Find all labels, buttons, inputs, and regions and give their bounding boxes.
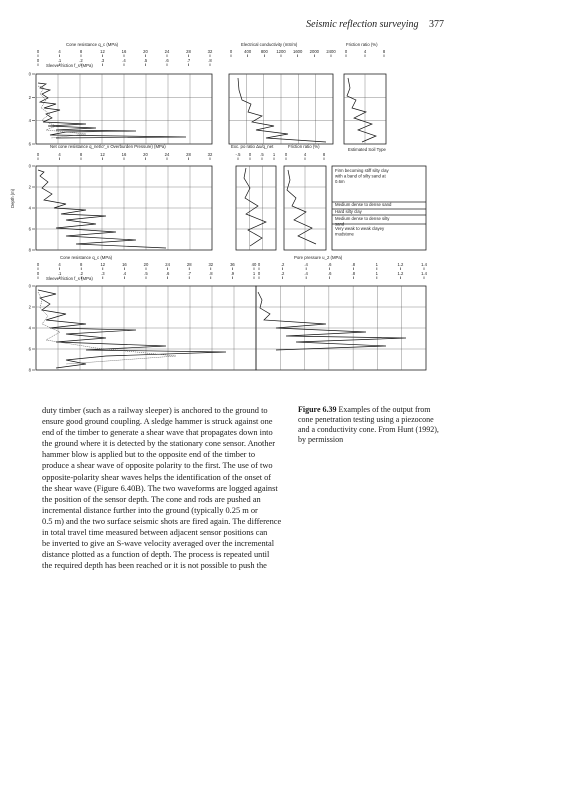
p2-col3-grid [284,166,326,250]
p3-col2-top-tick-label: .8 [351,262,356,267]
p1-col1-top-tick-label: 20 [143,49,148,54]
p3-col2-top-label: Pore pressure u_2 (MPa) [294,255,343,260]
p1-col1-top-tick-label: 0 [36,49,40,54]
p3-col1-bottom-tick-label: .7 [187,271,191,276]
p2-col2-grid [236,166,276,250]
panel-3 [29,255,428,373]
p1-col2-tick-label: 2000 [309,49,319,54]
p3-col1-top-tick-label: 20 [143,262,149,267]
body-line: the shear wave (Figure 6.40B). The two waveforms are logged against [42,483,278,493]
p3-col1-top-tick-label: 24 [165,262,170,267]
p1-col2-tick-label: 2400 [326,49,336,54]
p3-col1-top-tick-label: 12 [100,262,106,267]
p3-col1-top-tick-label: 0 [36,262,40,267]
depth-tick-label: 2 [28,184,31,190]
soil-type-label: Firm becoming stiff silty clay with a band of silty sand at 0.6m [335,168,389,184]
p3-col2-top-tick-label: .2 [280,262,285,267]
panel-1 [29,42,386,147]
depth-tick-label: 8 [28,367,31,373]
p3-col1-top-tick-label: 4 [58,262,61,267]
p1-col1-bottom-tick-label: .2 [79,58,83,63]
p2-soil-type-labels [335,168,392,237]
p2-col1-grid [36,166,212,250]
caption-label: Figure 6.39 [298,405,337,414]
p2-col1-tick-label: 16 [121,152,127,157]
depth-tick-label: 4 [28,205,31,211]
p2-depth-ticks [29,164,35,253]
depth-tick-label: 4 [28,118,31,124]
p2-col1-tick-label: 32 [207,152,213,157]
depth-tick-label: 0 [28,283,31,289]
p1-depth-ticks [29,72,35,147]
depth-tick-label: 0 [28,71,31,77]
p1-col1-top-tick-label: 28 [186,49,191,54]
p3-col2-top-ticks [258,262,428,270]
p2-col2-tick-label: -.5 [235,152,241,157]
p1-col1-top-tick-label: 16 [121,49,127,54]
p1-col2-tick-label: 0 [229,49,233,54]
body-line: the ground where it is detected by the stationary cone sensor. Another [42,439,276,449]
p2-col1-label: Net cone resistance q_net/σ'_v Overburden Pressure) (MPa) [50,144,166,149]
p3-col1-top-label: Cone resistance q_c (MPa) [60,255,113,260]
p1-col1-top-tick-label: 24 [164,49,170,54]
p1-cone-resistance-trace [38,83,186,138]
p3-col1-grid [36,286,256,370]
depth-tick-label: 6 [28,346,31,352]
p1-col3-tick-label: 0 [344,49,348,54]
p3-col1-bottom-tick-label: .1 [57,271,62,276]
p1-col3-label: Friction ratio (%) [346,42,378,47]
p3-col2-top-tick-label: 0 [257,262,261,267]
p3-col1-bottom-tick-label: 1 [252,271,256,276]
p1-col2-tick-label: 400 [244,49,252,54]
p3-col2-bottom-tick-label: 1.4 [421,271,427,276]
p3-col2-top-tick-label: 1.4 [421,262,427,267]
body-paragraph [42,405,284,571]
p1-col1-bottom-tick-label: 0 [36,58,40,63]
p3-col1-bottom-tick-label: 0 [36,271,40,276]
body-line: hammer blow is applied but to the opposite end of the timber to [42,450,256,460]
p1-col1-bottom-tick-label: .1 [57,58,62,63]
depth-tick-label: 0 [28,163,31,169]
p1-col2-tick-label: 800 [260,49,268,54]
p3-col1-bottom-tick-label: .5 [144,271,148,276]
body-line: produce a shear wave of opposite polarity to the first. The use of two [42,461,273,471]
p2-col2-tick-label: 0 [248,152,252,157]
p2-col1-tick-label: 28 [186,152,191,157]
running-header [306,19,444,30]
p2-col4-label: Estimated Soil Type [348,147,386,152]
p1-col1-top-label: Cone resistance q_c (MPa) [66,42,119,47]
p2-col3-ticks [285,152,326,160]
p1-col3-tick-label: 4 [363,49,367,54]
figure-caption [298,405,446,445]
running-title: Seismic reflection surveying [306,19,419,30]
p3-col1-top-tick-label: 32 [208,262,214,267]
p1-friction-ratio-trace [347,78,376,142]
p2-col1-tick-label: 8 [79,152,83,157]
p3-col1-top-tick-label: 40 [251,262,257,267]
p3-col1-bottom-tick-label: .3 [101,271,105,276]
p3-col2-top-tick-label: .4 [304,262,308,267]
p1-col1-bottom-tick-label: .6 [165,58,169,63]
p1-col2-ticks [230,49,336,57]
p3-col2-bottom-tick-label: 1.2 [397,271,404,276]
p2-col2-tick-label: 1 [272,152,276,157]
body-line: in total travel time measured between adjacent sensor positions can [42,528,268,538]
p1-col1-top-ticks [37,49,213,57]
body-text [42,405,284,571]
body-line: incremental distance further into the ground (typically 0.25 m or [42,505,258,515]
p1-conductivity-trace [238,78,326,142]
p1-col3-grid [344,74,386,144]
p1-col2-grid [229,74,333,144]
caption-text: Examples of the output from cone penetration testing using a piezocone and a conductivity cone. From Hunt (1992), by permission [298,405,439,444]
cpt-figure-svg [10,38,446,386]
p3-col1-top-tick-label: 28 [186,262,192,267]
p2-col3-tick-label: 0 [284,152,288,157]
p2-col3-tick-label: 4 [303,152,307,157]
p3-col2-bottom-tick-label: 1 [375,271,379,276]
page-number: 377 [429,19,444,30]
body-line: distance plotted as a function of depth. The process is repeated until [42,550,270,560]
p3-col1-bottom-tick-label: .6 [165,271,170,276]
p2-depth-axis-label: Depth (m) [10,188,15,208]
p3-col1-bottom-tick-label: .8 [209,271,213,276]
p1-col1-top-tick-label: 4 [58,49,61,54]
p3-col1-top-ticks [37,262,257,270]
p1-col2-tick-label: 1200 [276,49,286,54]
p1-col1-top-tick-label: 12 [100,49,105,54]
depth-tick-label: 8 [28,247,31,253]
soil-type-label: Medium dense to dense silty sand [335,216,390,227]
p3-col2-bottom-tick-label: .2 [280,271,285,276]
p2-col1-tick-label: 0 [36,152,40,157]
body-line: 0.5 m) and the two surface seismic shots are fired again. The difference [42,516,282,526]
p3-col2-bottom-tick-label: .6 [327,271,332,276]
p3-col1-bottom-tick-label: .4 [122,271,127,276]
p3-col1-bottom-label: Sleeve friction f_s (MPa) [46,276,93,281]
p2-col2-label: Exc. po ratio Δu/q_net [231,144,274,149]
p1-col2-tick-label: 1600 [293,49,303,54]
p1-col1-top-tick-label: 32 [207,49,213,54]
depth-tick-label: 6 [28,141,31,147]
depth-tick-label: 4 [28,325,31,331]
p1-col1-bottom-tick-label: .7 [186,58,191,63]
p1-col1-bottom-label: Sleeve friction f_s (MPa) [46,63,93,68]
p2-friction-ratio-trace [287,170,316,244]
p3-col2-bottom-tick-label: .4 [304,271,308,276]
p3-col2-bottom-tick-label: .8 [351,271,356,276]
p2-soil-type-frame [332,166,426,250]
p3-col1-top-tick-label: 36 [230,262,235,267]
p2-col3-tick-label: 8 [322,152,326,157]
p2-col3-label: Friction ratio (%) [288,144,320,149]
p3-col2-bottom-ticks [258,271,428,279]
body-line: end of the timber to generate a shear wave that propagates down into [42,428,273,438]
p3-col1-bottom-tick-label: .2 [79,271,83,276]
p1-col3-ticks [345,49,386,57]
p3-col1-top-tick-label: 8 [80,262,83,267]
p3-col2-bottom-tick-label: 0 [257,271,261,276]
depth-tick-label: 2 [28,94,31,100]
p3-cone-resistance-trace [38,290,226,368]
depth-tick-label: 2 [28,304,31,310]
p2-col1-tick-label: 12 [100,152,105,157]
p3-depth-ticks [29,284,35,373]
p1-col2-label: Electrical conductivity (mS/m) [241,42,298,47]
p3-col2-top-tick-label: 1.2 [397,262,404,267]
soil-type-label: Medium dense to dense sand [335,202,392,207]
p3-col2-top-tick-label: .6 [327,262,332,267]
p1-col1-bottom-tick-label: .5 [143,58,148,63]
figure-6-39 [10,38,446,386]
panel-2 [10,141,426,253]
body-line: opposite-polarity shear waves helps the identification of the onset of [42,472,272,482]
body-line: be inverted to give an S-wave velocity averaged over the incremental [42,539,275,549]
body-line: the required depth has been reached or it is not possible to push the [42,561,267,571]
p3-col1-bottom-tick-label: .9 [230,271,235,276]
soil-type-label: Very weak to weak clayey mudstone [335,226,385,237]
body-line: ensure good ground coupling. A sledge hammer is struck against one [42,417,273,427]
soil-type-label: Hard silty clay [335,209,362,214]
p2-col1-ticks [37,152,213,160]
body-line: duty timber (such as a railway sleeper) is anchored to the ground to [42,406,268,415]
p2-col1-tick-label: 4 [58,152,61,157]
p1-col1-bottom-tick-label: .4 [122,58,126,63]
p3-col1-top-tick-label: 16 [122,262,127,267]
p1-col1-grid [36,74,212,144]
depth-tick-label: 6 [28,226,31,232]
p1-col1-top-tick-label: 8 [79,49,83,54]
p1-col1-bottom-tick-label: .8 [208,58,212,63]
p3-col2-top-tick-label: 1 [375,262,379,267]
p2-col1-tick-label: 20 [143,152,148,157]
p2-col2-ticks [236,152,276,160]
p1-col3-tick-label: 8 [382,49,386,54]
p1-col1-bottom-tick-label: .3 [100,58,105,63]
p2-col2-tick-label: .5 [260,152,264,157]
body-line: the position of the sensor depth. The cone and rods are pushed an [42,494,261,504]
p2-col1-tick-label: 24 [164,152,170,157]
